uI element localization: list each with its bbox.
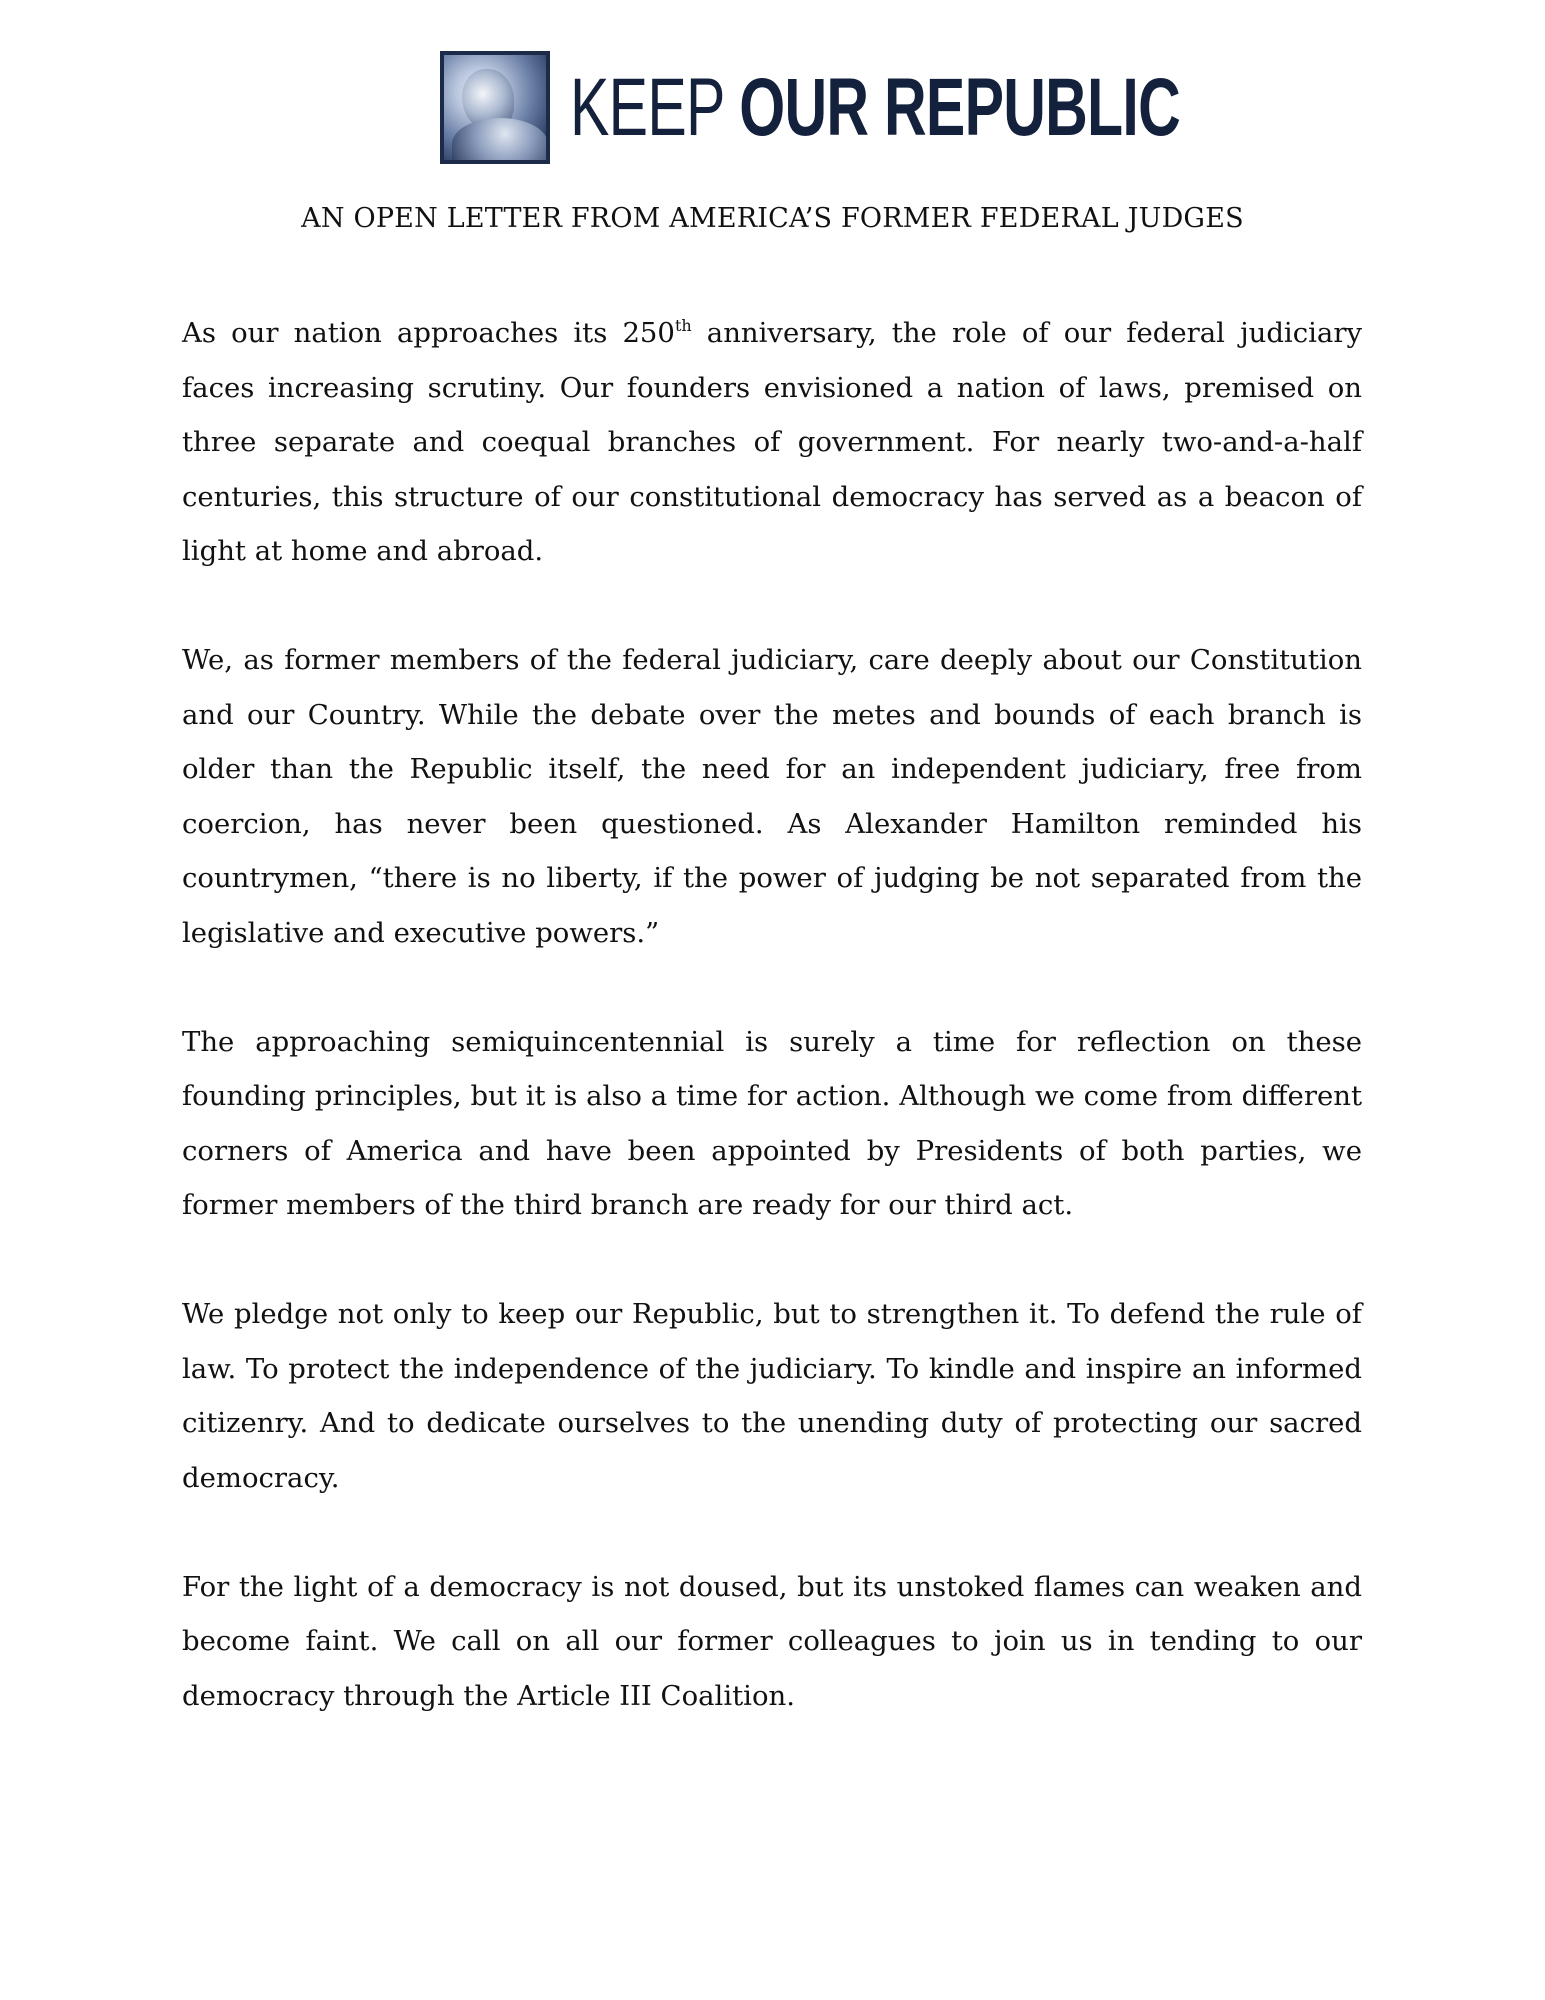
logo-text-keep: KEEP — [570, 61, 724, 153]
keep-our-republic-logo — [440, 50, 1417, 165]
letter-body — [182, 306, 1362, 1778]
logo-wordmark — [570, 61, 1181, 153]
ordinal-suffix: th — [674, 316, 692, 335]
paragraph-5: For the light of a democracy is not doused, but its unstoked flames can weaken and become faint. We call on all our former colleagues to join us in tending to our democracy through the Article III Coalition. — [182, 1570, 1362, 1712]
paragraph-3: The approaching semiquincentennial is surely a time for reflection on these founding principles, but it is also a time for action. Although we come from different corners of America and have been appointed by Presidents of both parties, we former members of the third branch are ready for our third act. — [182, 1025, 1362, 1221]
paragraph-1 — [182, 306, 1362, 579]
paragraph-1-end: anniversary, the role of our federal judiciary faces increasing scrutiny. Our founders envisioned a nation of laws, premised on three separate and coequal branches of government. For nearly two-and-a-half centuries, this structure of our constitutional democracy has served as a beacon of light at home and abroad. — [182, 317, 1362, 567]
portrait-emblem-icon — [440, 51, 550, 164]
letter-title: AN OPEN LETTER FROM AMERICA’S FORMER FEDERAL JUDGES — [301, 203, 1244, 234]
paragraph-2: We, as former members of the federal judiciary, care deeply about our Constitution and our Country. While the debate over the metes and bounds of each branch is older than the Republic itself, the need for an independent judiciary, free from coercion, has never been questioned. As Alexander Hamilton reminded his countrymen, “there is no liberty, if the power of judging be not separated from the legislative and executive powers.” — [182, 644, 1362, 949]
paragraph-4: We pledge not only to keep our Republic, but to strengthen it. To defend the rule of law. To protect the independence of the judiciary. To kindle and inspire an informed citizenry. And to dedicate ourselves to the unending duty of protecting our sacred democracy. — [182, 1298, 1362, 1494]
logo-text-our-republic: OUR REPUBLIC — [739, 61, 1181, 153]
paragraph-1-start: As our nation approaches its 250 — [182, 317, 675, 349]
